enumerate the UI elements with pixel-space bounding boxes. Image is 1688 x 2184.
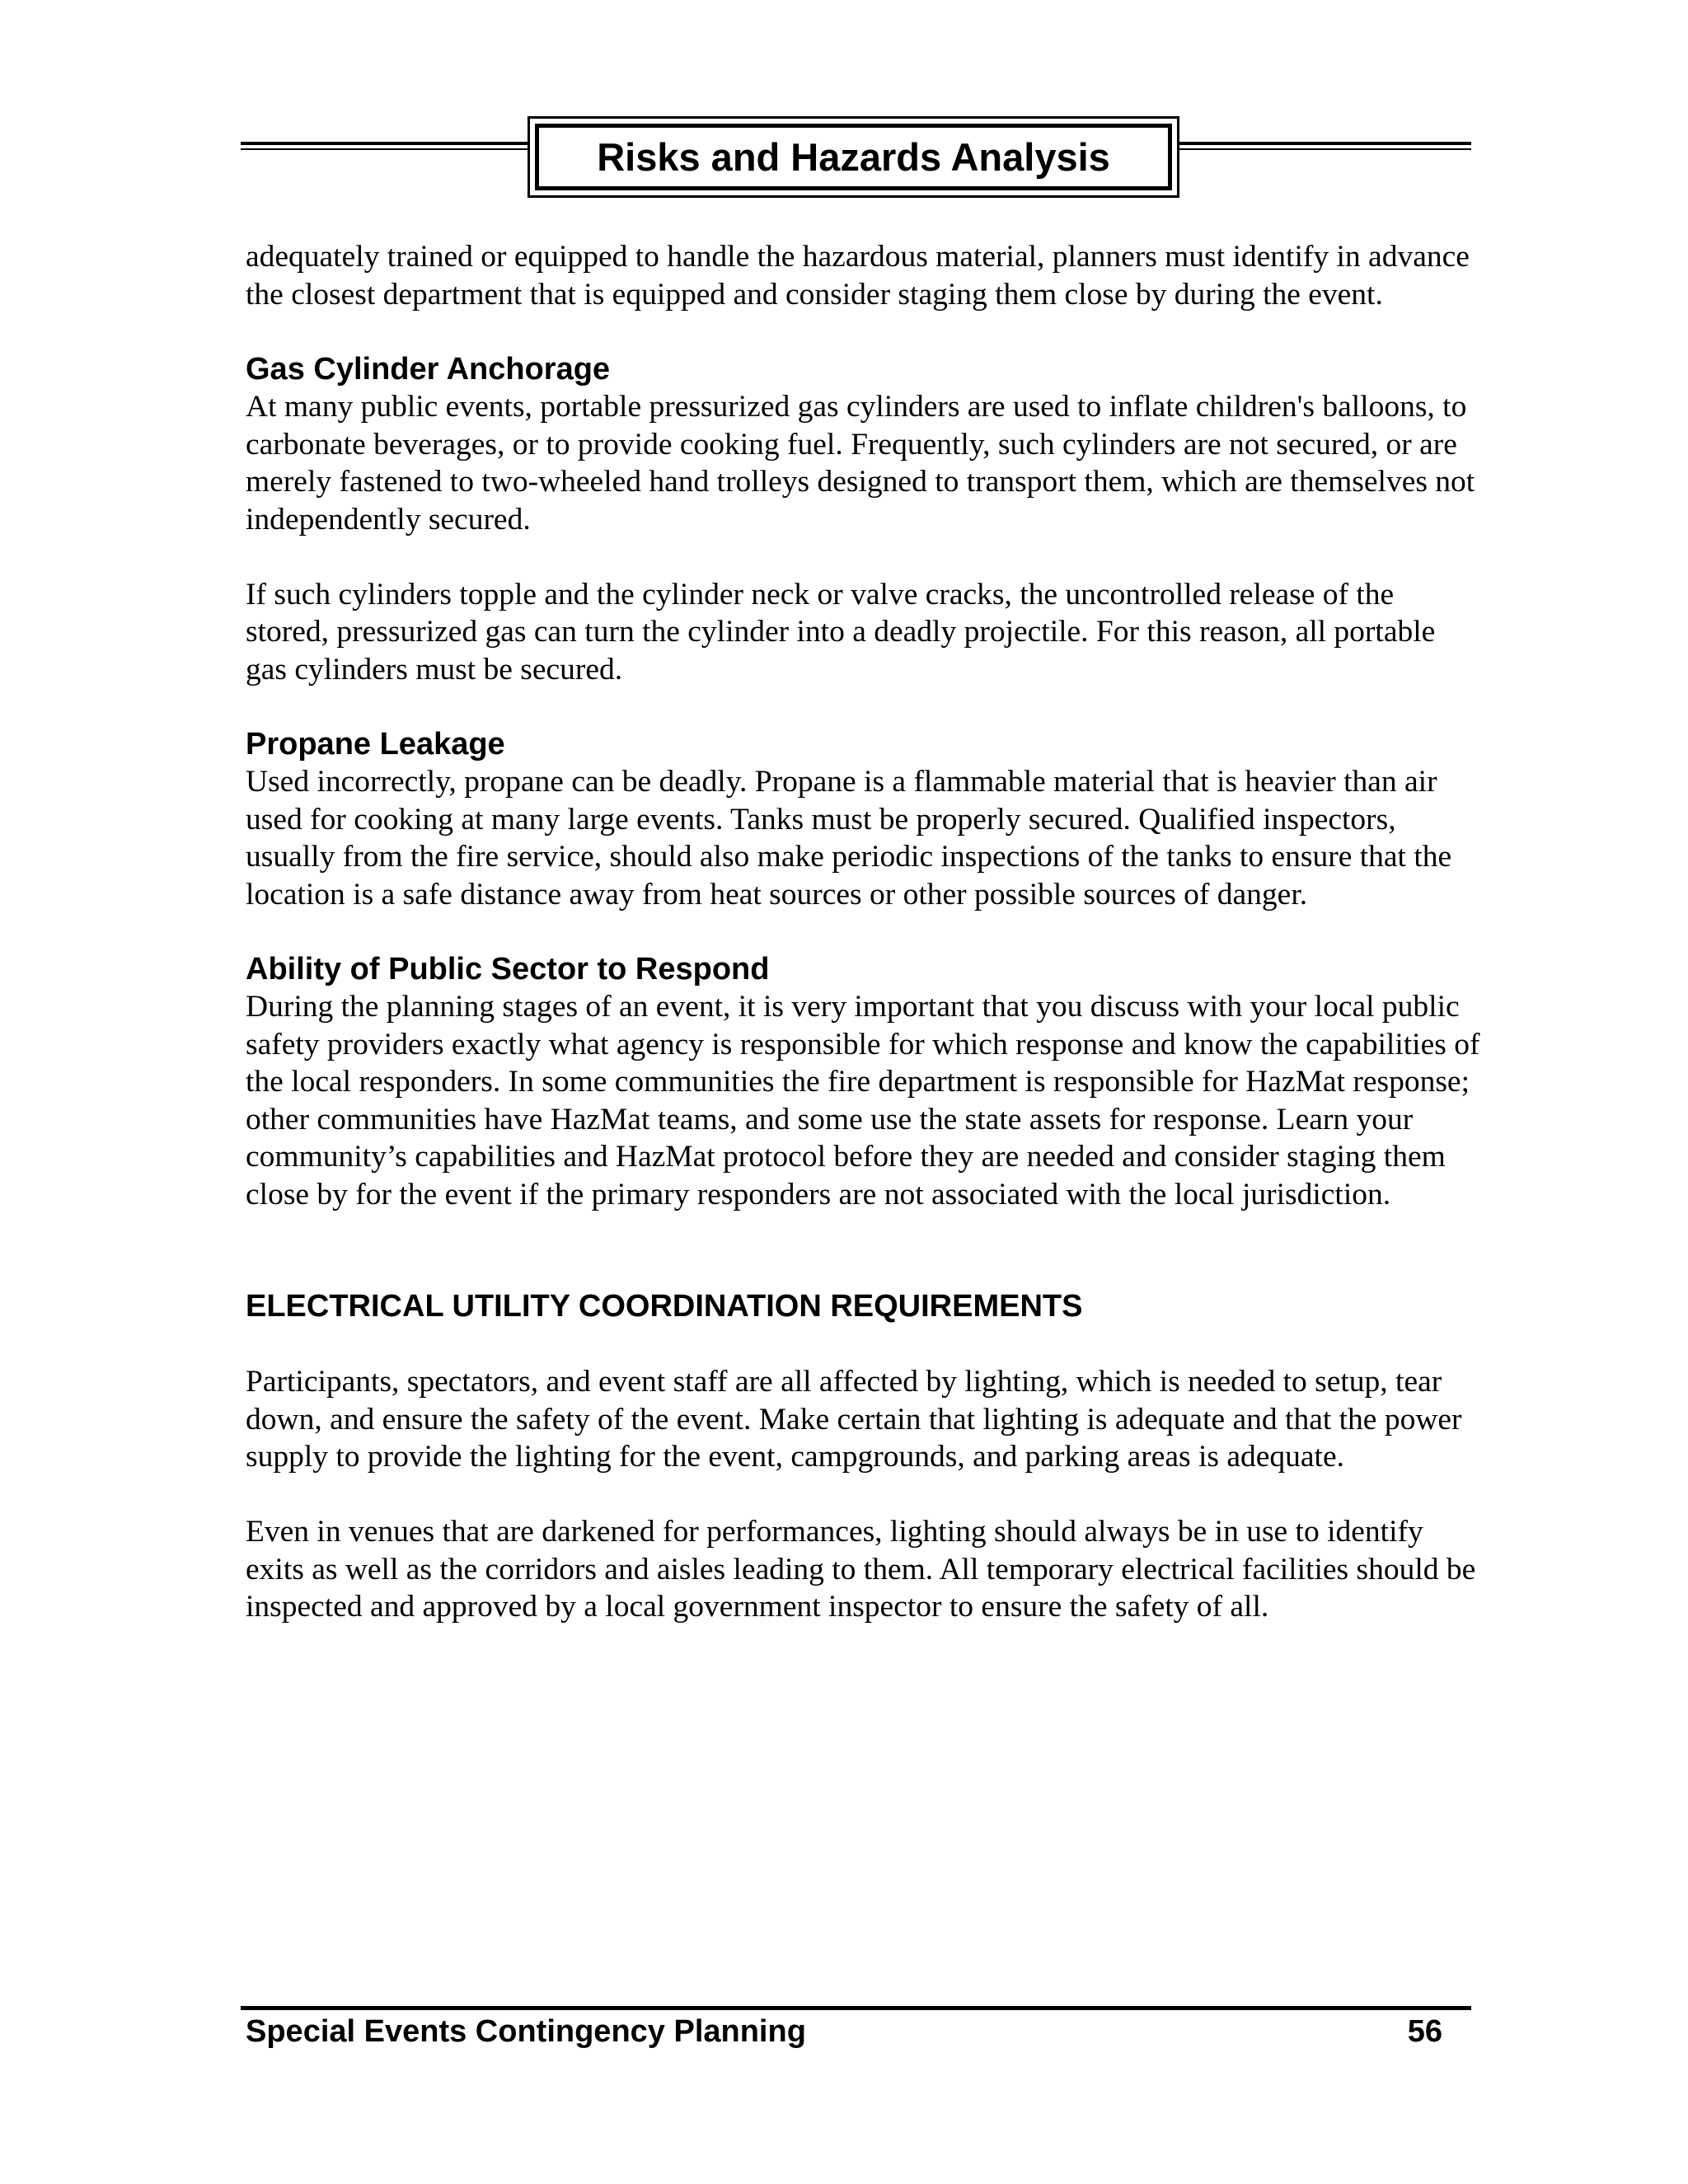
header-rule-left [241,142,531,150]
header-banner [528,116,1179,198]
propane-heading: Propane Leakage [246,726,505,762]
footer-rule [241,2006,1471,2010]
gas-cylinder-paragraph-2: If such cylinders topple and the cylinder neck or valve cracks, the uncontrolled release of the stored, pressurized gas can turn the cylinder into a deadly projectile. For this reason, all portable gas cylinders must be secured. [246,577,1436,687]
intro-paragraph: adequately trained or equipped to handle the hazardous material, planners must identify in advance the closest department that is equipped and consider staging them close by during the event. [246,240,1470,312]
public-sector-heading: Ability of Public Sector to Respond [246,951,770,987]
gas-cylinder-paragraph-1: At many public events, portable pressurized gas cylinders are used to inflate children's balloons, to carbonate beverages, or to provide cooking fuel. Frequently, such cylinders are not secured, or are merely fastened to two-wheeled hand trolleys designed to transport them, which are themselves not independently secured. [246,390,1475,537]
page-number: 56 [1407,2014,1442,2049]
electrical-paragraph-1: Participants, spectators, and event staff are all affected by lighting, which is needed to setup, tear down, and ensure the safety of the event. Make certain that lighting is adequate and that the power supply to provide the lighting for the event, campgrounds, and parking areas is adequate. [246,1365,1462,1474]
electrical-heading: ELECTRICAL UTILITY COORDINATION REQUIREMENTS [246,1289,1083,1324]
document-body [246,238,1482,1626]
page-title: Risks and Hazards Analysis [535,124,1172,190]
header-rule-right [1176,142,1471,150]
propane-paragraph: Used incorrectly, propane can be deadly. Propane is a flammable material that is heavier than air used for cooking at many large events. Tanks must be properly secured. Qualified inspectors, usually from the fire service, should also make periodic inspections of the tanks to ensure that the location is a safe distance away from heat sources or other possible sources of danger. [246,765,1452,912]
footer-title: Special Events Contingency Planning [246,2014,806,2049]
electrical-paragraph-2: Even in venues that are darkened for performances, lighting should always be in use to identify exits as well as the corridors and aisles leading to them. All temporary electrical facilities should be inspected and approved by a local government inspector to ensure the safety of all. [246,1515,1476,1624]
public-sector-paragraph: During the planning stages of an event, it is very important that you discuss with your local public safety providers exactly what agency is responsible for which response and know the capabilities of the local responders. In some communities the fire department is responsible for HazMat response; other communities have HazMat teams, and some use the state assets for response. Learn your community’s capabilities and HazMat protocol before they are needed and consider staging them close by for the event if the primary responders are not associated with the local jurisdiction. [246,990,1480,1212]
gas-cylinder-heading: Gas Cylinder Anchorage [246,351,611,387]
